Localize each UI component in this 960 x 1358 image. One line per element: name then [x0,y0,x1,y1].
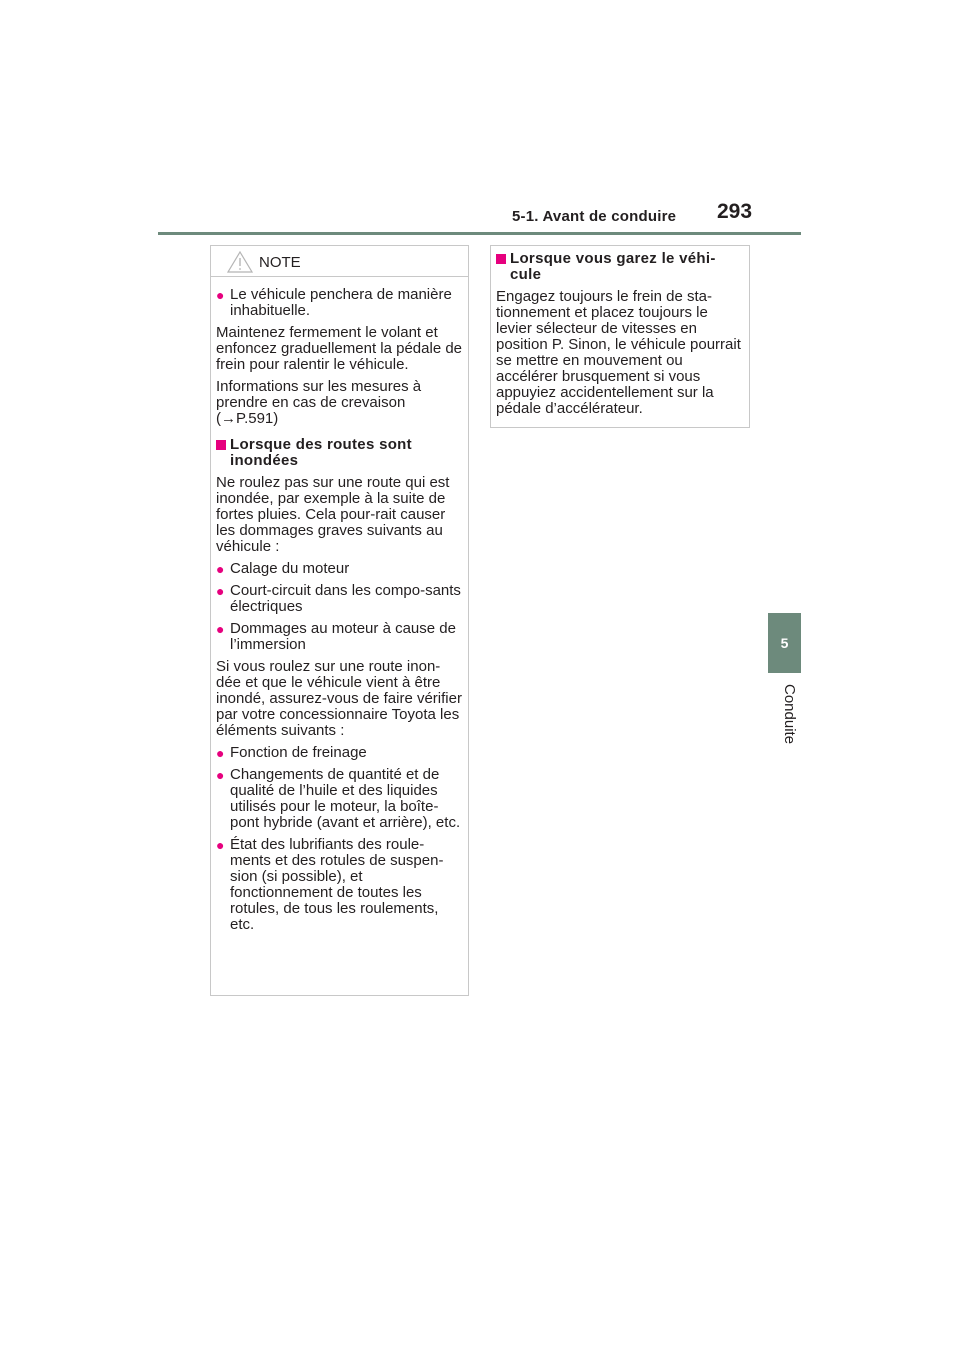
circle-bullet-icon: ● [216,621,225,637]
note-subheading-text: Lorsque des routes sont inondées [230,436,412,469]
note-paragraph: Maintenez fermement le volant et enfoncez graduellement la pédale de frein pour ralentir le véhicule. [216,324,463,373]
parking-text: Engagez toujours le frein de sta-tionnement et placez toujours le levier sélecteur de vitesses en position P. Sinon, le véhicule pourrait se mettre en mouvement ou accélérer brusquement si vous appuyiez accidentellement sur la pédale d’accélérateur. [496,288,741,417]
note-bullet-item [216,561,462,577]
note-bullet-item [216,621,462,653]
note-content [211,277,468,933]
note-bullet-item [216,287,462,319]
page-number: 293 [717,200,753,223]
note-bullet-text: Changements de quantité et de qualité de l’huile et des liquides utilisés pour le moteur, la boîte-pont hybride (avant et arrière), etc. [230,766,461,831]
parking-heading [496,251,743,283]
circle-bullet-icon: ● [216,837,225,853]
parking-heading-text: Lorsque vous garez le véhi-cule [510,250,716,283]
circle-bullet-icon: ● [216,583,225,599]
circle-bullet-icon: ● [216,287,225,303]
note-box [210,245,469,996]
note-bullet-item [216,837,462,933]
chapter-tab: 5 [768,613,801,673]
chapter-label: Conduite [781,684,798,745]
note-bullet-text: Le véhicule penchera de manière inhabituelle. [230,286,452,319]
note-header [211,246,468,277]
circle-bullet-icon: ● [216,745,225,761]
note-title: NOTE [259,254,301,271]
parking-content [491,246,749,417]
note-bullet-text: État des lubrifiants des roule-ments et des rotules de suspen-sion (si possible), et fonctionnement de toutes les rotules, de tous les roulements, etc. [230,836,444,933]
note-bullet-text: Fonction de freinage [230,744,367,761]
square-bullet-icon [216,437,230,447]
note-bullet-item [216,583,462,615]
parking-box [490,245,750,428]
note-bullet-item [216,767,462,831]
note-bullet-text: Calage du moteur [230,560,350,577]
circle-bullet-icon: ● [216,767,225,783]
section-title: 5-1. Avant de conduire [512,208,677,225]
note-bullet-item [216,745,462,761]
note-paragraph: Ne roulez pas sur une route qui est inondée, par exemple à la suite de fortes pluies. Cela pour-rait causer les dommages graves suivants au véhicule : [216,474,450,555]
note-subheading [216,437,462,469]
square-bullet-icon [496,251,510,261]
circle-bullet-icon: ● [216,561,225,577]
warning-triangle-icon [227,251,253,273]
note-paragraph: Si vous roulez sur une route inon-dée et que le véhicule vient à être inondé, assurez-vous de faire vérifier par votre concessionnaire Toyota les éléments suivants : [216,658,462,739]
note-bullet-text: Court-circuit dans les compo-sants électriques [230,582,461,615]
note-bullet-text: Dommages au moteur à cause de l’immersion [230,620,456,653]
header-divider [158,232,801,235]
note-paragraph: Informations sur les mesures à prendre en cas de crevaison (→P.591) [216,378,422,427]
